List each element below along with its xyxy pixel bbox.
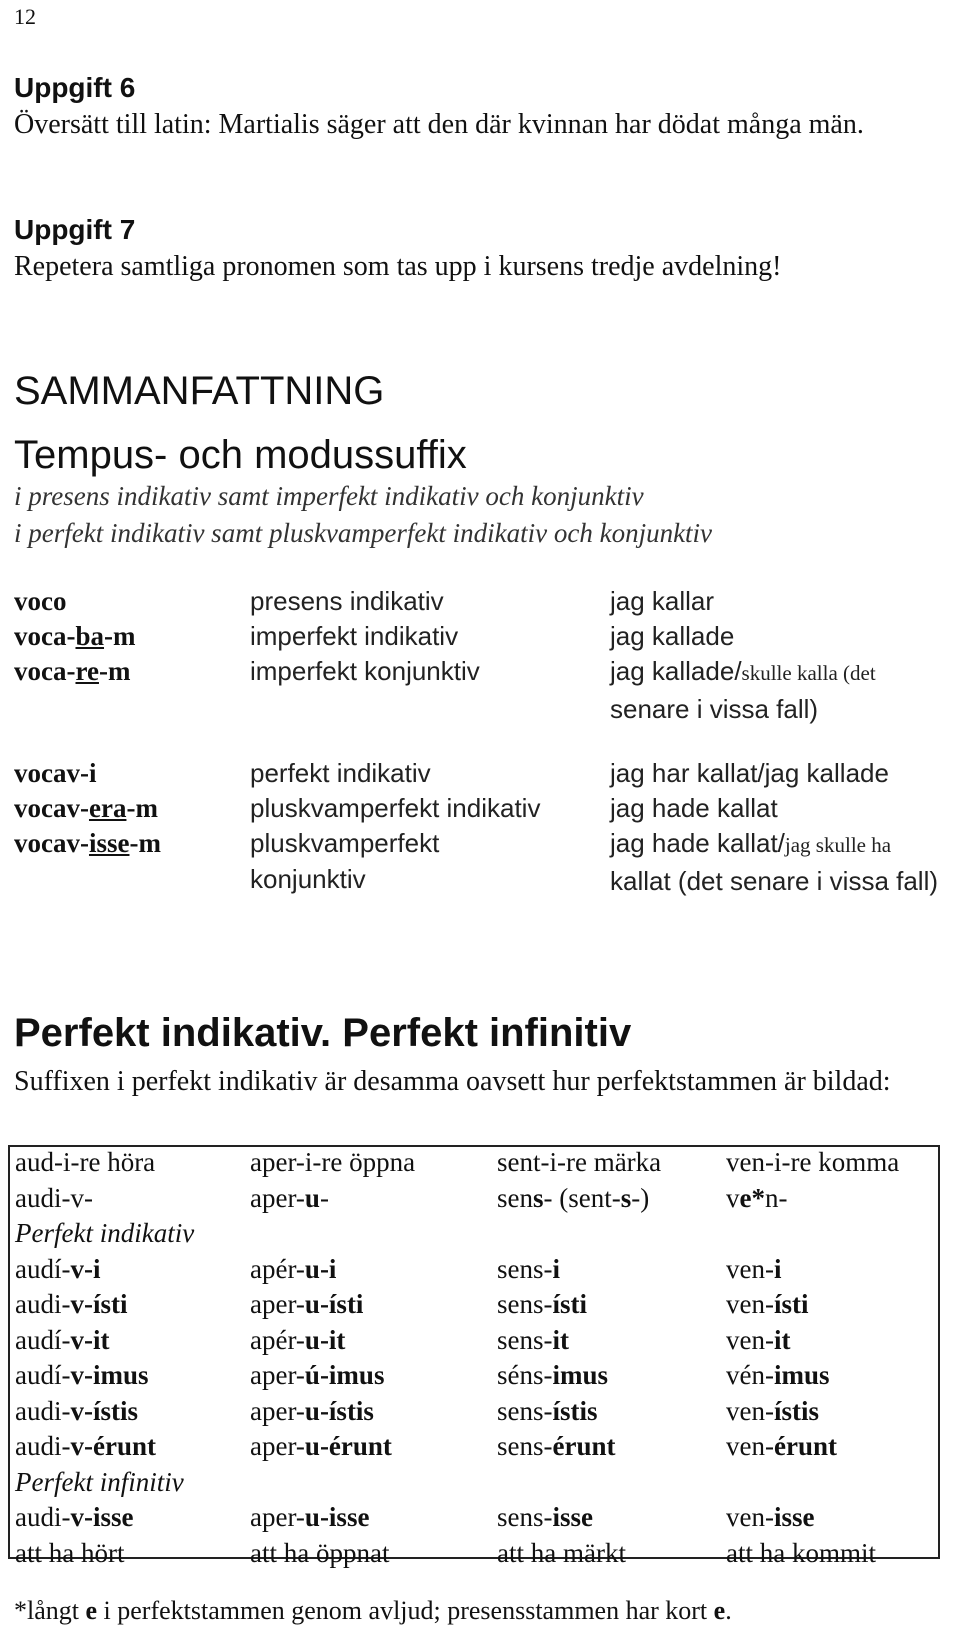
table-cell-part-0: audí- bbox=[15, 1360, 71, 1390]
tempus-form bbox=[14, 793, 158, 824]
table-cell bbox=[250, 1147, 415, 1178]
tempus-row bbox=[0, 828, 960, 864]
tempus-row bbox=[0, 758, 960, 794]
table-cell-part-0: apér- bbox=[250, 1324, 305, 1355]
summary-italic-line-1: i presens indikativ samt imperfekt indikativ och konjunktiv bbox=[14, 481, 644, 511]
table-cell-part-0: ven- bbox=[726, 1253, 774, 1284]
table-cell-part-0: sen bbox=[497, 1182, 533, 1213]
tempus-meaning-main: jag har kallat/jag kallade bbox=[610, 758, 889, 788]
table-cell-part-0: sens- bbox=[497, 1324, 553, 1355]
table-cell-part-1: v-ístis bbox=[70, 1395, 138, 1426]
tempus-form-part-0: vocav- bbox=[14, 828, 89, 858]
table-cell-part-0: audi-v- bbox=[15, 1182, 93, 1213]
table-cell-part-1: u-ístis bbox=[304, 1395, 374, 1426]
table-cell bbox=[250, 1538, 389, 1569]
table-cell-part-0: att ha hört bbox=[15, 1537, 125, 1568]
table-cell-part-0: aper-i-re öppna bbox=[250, 1147, 416, 1177]
tempus-meaning-small: skulle kalla (det bbox=[741, 661, 876, 685]
table-cell-part-1: v-it bbox=[70, 1324, 110, 1355]
table-section-label-text: Perfekt indikativ bbox=[15, 1218, 195, 1248]
table-cell bbox=[497, 1502, 593, 1533]
table-cell-part-1: v-imus bbox=[70, 1360, 149, 1390]
tempus-meaning bbox=[610, 586, 714, 617]
tempus-row-continuation bbox=[0, 694, 960, 730]
table-cell bbox=[726, 1325, 790, 1356]
table-row bbox=[10, 1254, 940, 1291]
tempus-tense: pluskvamperfekt bbox=[250, 828, 440, 858]
tempus-meaning-line2: kallat (det senare i vissa fall) bbox=[610, 866, 939, 896]
table-cell bbox=[15, 1183, 93, 1214]
table-cell-part-1: v-ísti bbox=[70, 1289, 128, 1319]
table-cell-part-0: sens- bbox=[497, 1431, 553, 1461]
tempus-form-part-2: -m bbox=[126, 793, 158, 823]
table-cell-part-1: isse bbox=[552, 1502, 593, 1532]
table-cell-part-1: imus bbox=[773, 1360, 830, 1390]
table-row bbox=[10, 1360, 940, 1397]
tempus-form-part-1: re bbox=[75, 656, 99, 686]
table-row bbox=[10, 1183, 940, 1220]
perfekt-conjugation-table bbox=[8, 1145, 940, 1568]
table-cell bbox=[497, 1325, 569, 1356]
table-cell-part-1: érunt bbox=[773, 1431, 837, 1461]
tempus-meaning-small: jag skulle ha bbox=[784, 833, 892, 857]
summary-subtitle: Tempus- och modussuffix bbox=[14, 433, 467, 477]
tempus-form bbox=[14, 656, 130, 687]
tempus-tense-line2: konjunktiv bbox=[250, 864, 366, 894]
table-cell-part-0: audi- bbox=[15, 1431, 71, 1461]
table-cell-part-1: v-i bbox=[70, 1253, 101, 1284]
table-cell-part-0: sens- bbox=[497, 1253, 553, 1284]
table-cell-part-1: érunt bbox=[552, 1431, 616, 1461]
table-row bbox=[10, 1147, 940, 1184]
table-cell bbox=[726, 1431, 837, 1462]
summary-title: SAMMANFATTNING bbox=[14, 369, 385, 413]
tempus-meaning-main: jag hade kallat bbox=[610, 793, 778, 823]
tempus-form-part-0: vocav- bbox=[14, 793, 89, 823]
tempus-meaning bbox=[610, 758, 889, 789]
table-cell bbox=[726, 1396, 819, 1427]
tempus-form-part-2: -m bbox=[129, 828, 161, 858]
table-cell-part-1: isse bbox=[773, 1502, 815, 1532]
table-cell-part-0: apér- bbox=[250, 1253, 305, 1284]
table-row bbox=[10, 1431, 940, 1468]
table-row bbox=[10, 1289, 940, 1326]
tempus-form-part-0: voco bbox=[14, 586, 67, 616]
table-cell-part-1: u-it bbox=[304, 1324, 346, 1355]
table-cell bbox=[15, 1502, 133, 1533]
table-cell bbox=[497, 1183, 649, 1214]
table-cell-part-0: vén- bbox=[726, 1360, 774, 1390]
tempus-row bbox=[0, 586, 960, 622]
table-cell-part-1: v-érunt bbox=[70, 1431, 156, 1461]
table-cell-part-0: ven- bbox=[726, 1431, 774, 1461]
table-cell-part-0: ven- bbox=[726, 1395, 774, 1426]
footnote-part-4: . bbox=[725, 1596, 732, 1625]
table-cell-part-1: u bbox=[304, 1182, 320, 1213]
table-cell-part-1: ú-imus bbox=[304, 1360, 385, 1390]
table-cell bbox=[15, 1538, 124, 1569]
tempus-form-part-0: voca- bbox=[14, 621, 76, 651]
task6-text: Översätt till latin: Martialis säger att den där kvinnan har dödat många män. bbox=[14, 109, 864, 140]
table-cell-part-0: att ha kommit bbox=[726, 1537, 876, 1568]
tempus-meaning bbox=[610, 656, 876, 687]
table-cell-part-1: ístis bbox=[552, 1395, 598, 1426]
tempus-form-part-0: vocav-i bbox=[14, 758, 97, 788]
table-cell bbox=[250, 1289, 363, 1320]
tempus-tense: imperfekt konjunktiv bbox=[250, 656, 480, 686]
table-cell-part-1: i bbox=[773, 1253, 782, 1284]
table-cell bbox=[497, 1254, 560, 1285]
table-cell-part-0: att ha öppnat bbox=[250, 1537, 390, 1568]
table-cell-part-0: audi- bbox=[15, 1502, 71, 1532]
table-cell bbox=[250, 1502, 369, 1533]
table-cell-part-0: audi- bbox=[15, 1289, 71, 1319]
tempus-form-part-1: isse bbox=[88, 828, 130, 858]
table-cell-part-1: v-isse bbox=[70, 1502, 134, 1532]
table-cell-part-0: séns- bbox=[497, 1360, 553, 1390]
table-cell-part-1: u-ísti bbox=[304, 1289, 364, 1319]
table-cell bbox=[497, 1396, 598, 1427]
tempus-meaning bbox=[610, 621, 734, 652]
task7-text: Repetera samtliga pronomen som tas upp i kursens tredje avdelning! bbox=[14, 251, 782, 282]
table-cell-part-0: ven-i-re komma bbox=[726, 1147, 900, 1177]
table-cell bbox=[15, 1254, 100, 1285]
table-cell bbox=[726, 1183, 787, 1214]
table-cell bbox=[250, 1254, 336, 1285]
table-cell-part-0: aper- bbox=[250, 1360, 305, 1390]
perfekt-intro: Suffixen i perfekt indikativ är desamma oavsett hur perfektstammen är bildad: bbox=[14, 1066, 891, 1097]
table-cell-part-0: sens- bbox=[497, 1289, 553, 1319]
table-cell-part-1: it bbox=[773, 1324, 791, 1355]
table-cell bbox=[497, 1147, 661, 1178]
table-cell bbox=[15, 1147, 155, 1178]
table-cell bbox=[726, 1289, 809, 1320]
table-row bbox=[10, 1502, 940, 1539]
tempus-form-part-0: voca- bbox=[14, 656, 76, 686]
footnote-part-0: *långt bbox=[14, 1596, 86, 1625]
table-cell-part-0: v bbox=[726, 1182, 740, 1213]
tempus-row bbox=[0, 656, 960, 692]
table-cell bbox=[497, 1431, 616, 1462]
footnote-part-3: e bbox=[713, 1596, 726, 1625]
table-cell bbox=[497, 1360, 608, 1391]
summary-italic-line-2: i perfekt indikativ samt pluskvamperfekt indikativ och konjunktiv bbox=[14, 518, 713, 548]
tempus-row-continuation bbox=[0, 866, 960, 902]
table-cell-part-1: ísti bbox=[552, 1289, 588, 1319]
table-cell bbox=[497, 1289, 587, 1320]
table-cell-part-1: ísti bbox=[773, 1289, 809, 1319]
tempus-form-part-1: era bbox=[88, 793, 127, 823]
table-cell-part-0: aper- bbox=[250, 1289, 305, 1319]
table-cell bbox=[250, 1360, 384, 1391]
tempus-row bbox=[0, 793, 960, 829]
table-cell-part-0: sent-i-re märka bbox=[497, 1147, 662, 1177]
tempus-tense: pluskvamperfekt indikativ bbox=[250, 793, 541, 823]
table-section-label bbox=[10, 1218, 940, 1255]
table-section-label-text: Perfekt infinitiv bbox=[15, 1466, 184, 1497]
table-row bbox=[10, 1325, 940, 1362]
table-cell-part-3: s bbox=[620, 1182, 632, 1213]
table-cell-part-2: - bbox=[319, 1182, 329, 1213]
tempus-form bbox=[14, 828, 161, 859]
task6-heading: Uppgift 6 bbox=[14, 72, 136, 103]
table-cell-part-0: ven- bbox=[726, 1289, 774, 1319]
tempus-meaning bbox=[610, 828, 891, 859]
tempus-tense: perfekt indikativ bbox=[250, 758, 431, 788]
table-cell-part-1: imus bbox=[552, 1360, 609, 1390]
table-cell-part-0: audi- bbox=[15, 1395, 71, 1426]
table-row bbox=[10, 1396, 940, 1433]
perfekt-heading: Perfekt indikativ. Perfekt infinitiv bbox=[14, 1011, 632, 1055]
tempus-form bbox=[14, 758, 96, 789]
table-cell bbox=[15, 1289, 127, 1320]
table-cell bbox=[15, 1325, 109, 1356]
tempus-meaning-main: jag kallade bbox=[610, 621, 735, 651]
table-cell-part-0: sens- bbox=[497, 1502, 553, 1532]
table-cell-part-1: i bbox=[552, 1253, 561, 1284]
table-cell-part-1: e* bbox=[739, 1182, 765, 1213]
footnote bbox=[14, 1595, 732, 1627]
table-cell bbox=[726, 1254, 782, 1285]
table-cell-part-0: ven- bbox=[726, 1324, 774, 1355]
table-cell-part-0: att ha märkt bbox=[497, 1537, 626, 1568]
table-cell bbox=[726, 1360, 830, 1391]
tempus-tense: presens indikativ bbox=[250, 586, 444, 616]
footnote-part-2: i perfektstammen genom avljud; presensstammen har kort bbox=[97, 1596, 714, 1625]
table-row bbox=[10, 1538, 940, 1575]
table-cell-part-0: aper- bbox=[250, 1182, 305, 1213]
table-cell-part-1: it bbox=[552, 1324, 569, 1355]
table-cell bbox=[15, 1396, 138, 1427]
tempus-form bbox=[14, 586, 66, 617]
tempus-meaning-main: jag kallar bbox=[610, 586, 715, 616]
table-cell bbox=[726, 1538, 876, 1569]
table-cell-part-1: s bbox=[533, 1182, 544, 1213]
tempus-form-part-1: ba bbox=[75, 621, 105, 651]
page-number: 12 bbox=[14, 4, 36, 29]
table-cell bbox=[15, 1360, 149, 1391]
table-section-label bbox=[10, 1467, 940, 1504]
tempus-meaning-main: jag hade kallat/ bbox=[610, 828, 785, 858]
footnote-part-1: e bbox=[85, 1596, 98, 1625]
table-cell bbox=[15, 1431, 156, 1462]
table-cell bbox=[250, 1396, 374, 1427]
tempus-row bbox=[0, 621, 960, 657]
table-cell bbox=[726, 1147, 899, 1178]
table-cell bbox=[497, 1538, 626, 1569]
task7-heading: Uppgift 7 bbox=[14, 214, 136, 245]
table-cell-part-0: audí- bbox=[15, 1253, 71, 1284]
table-cell-part-2: n- bbox=[764, 1182, 788, 1213]
tempus-meaning-main: jag kallade/ bbox=[610, 656, 742, 686]
table-cell bbox=[250, 1183, 329, 1214]
table-cell-part-4: -) bbox=[631, 1182, 650, 1213]
table-cell-part-0: aper- bbox=[250, 1395, 305, 1426]
table-cell-part-0: aper- bbox=[250, 1502, 305, 1532]
tempus-form-part-2: -m bbox=[104, 621, 136, 651]
table-cell-part-1: u-i bbox=[304, 1253, 337, 1284]
table-cell-part-0: audí- bbox=[15, 1324, 71, 1355]
table-cell-part-1: ístis bbox=[773, 1395, 819, 1426]
table-cell-part-0: ven- bbox=[726, 1502, 774, 1532]
table-cell bbox=[726, 1502, 814, 1533]
table-cell-part-2: - (sent- bbox=[543, 1182, 621, 1213]
table-cell-part-0: sens- bbox=[497, 1395, 553, 1426]
table-cell-part-0: aud-i-re höra bbox=[15, 1147, 156, 1177]
table-cell-part-1: u-érunt bbox=[304, 1431, 392, 1461]
tempus-form bbox=[14, 621, 136, 652]
table-cell-part-1: u-isse bbox=[304, 1502, 370, 1532]
tempus-tense: imperfekt indikativ bbox=[250, 621, 459, 651]
tempus-form-part-2: -m bbox=[98, 656, 131, 686]
table-cell bbox=[250, 1325, 345, 1356]
table-cell-part-0: aper- bbox=[250, 1431, 305, 1461]
table-cell bbox=[250, 1431, 392, 1462]
tempus-meaning bbox=[610, 793, 778, 824]
tempus-meaning-line2: senare i vissa fall) bbox=[610, 694, 819, 724]
